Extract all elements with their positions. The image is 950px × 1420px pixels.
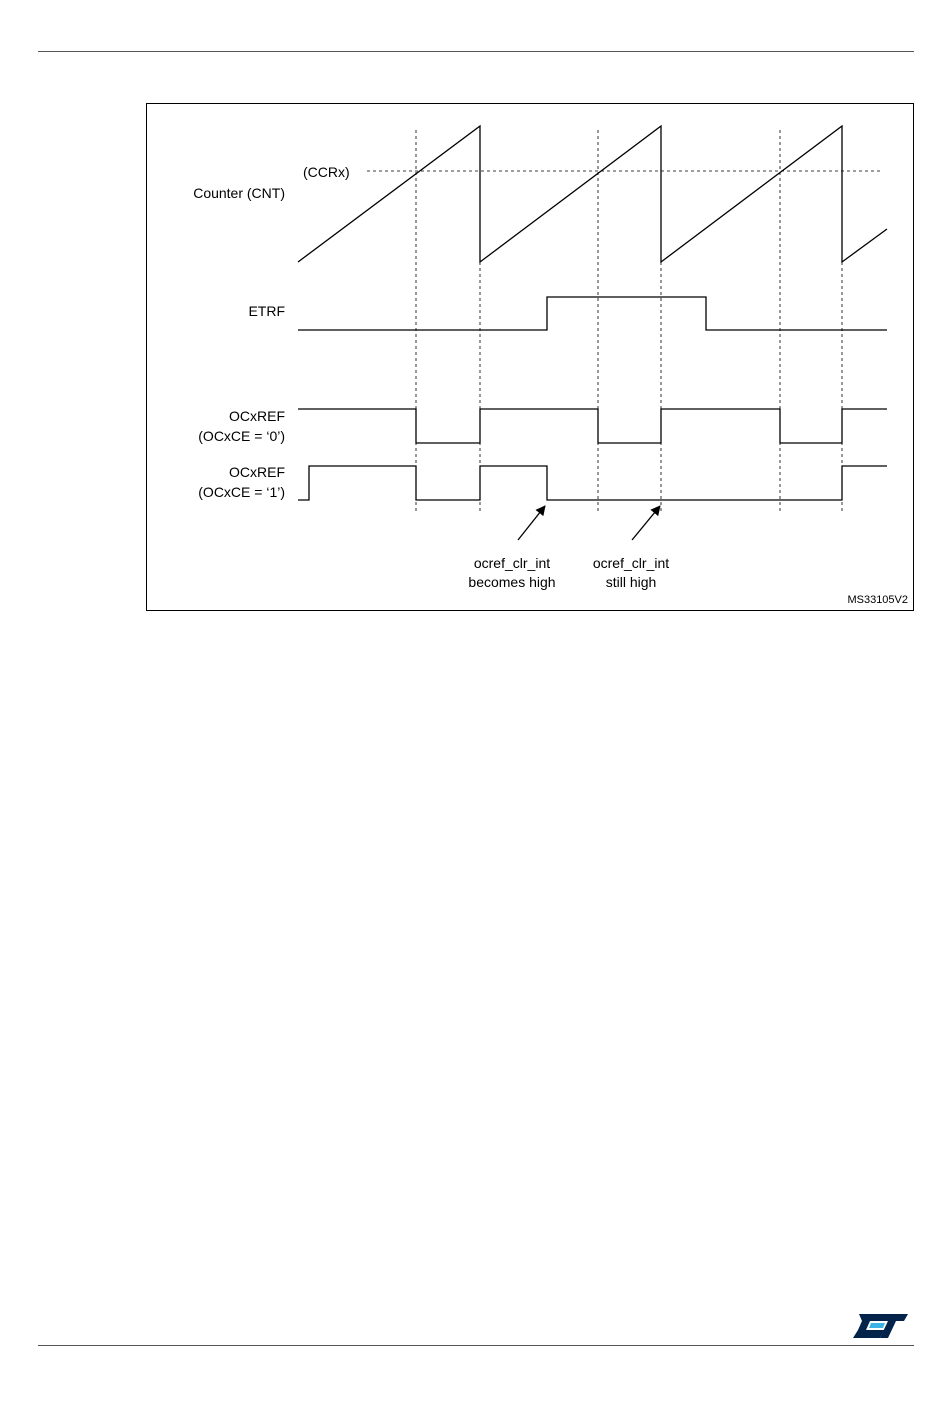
etrf-label: ETRF xyxy=(248,303,285,319)
ocxref0-label-line2: (OCxCE = ‘0’) xyxy=(198,428,285,444)
still-high-arrow xyxy=(632,506,660,540)
ocxref0-label-line1: OCxREF xyxy=(229,408,285,424)
ocxref1-label-line2: (OCxCE = ‘1’) xyxy=(198,484,285,500)
annotation-1-line2: becomes high xyxy=(468,574,556,590)
ccrx-label: (CCRx) xyxy=(303,164,350,180)
st-logo xyxy=(850,1312,910,1340)
ocxref1-waveform xyxy=(298,466,887,500)
annotation-2-line2: still high xyxy=(605,574,657,590)
annotation-1-line1: ocref_clr_int xyxy=(473,555,551,571)
figure-frame xyxy=(147,104,914,611)
becomes-high-arrow xyxy=(518,506,545,540)
etrf-waveform xyxy=(298,297,887,330)
figure-id: MS33105V2 xyxy=(847,594,908,606)
counter-waveform xyxy=(298,126,887,262)
ocxref1-label-line1: OCxREF xyxy=(229,464,285,480)
counter-label: Counter (CNT) xyxy=(193,185,285,201)
ocxref0-waveform xyxy=(298,409,887,443)
annotation-2-line1: ocref_clr_int xyxy=(592,555,670,571)
